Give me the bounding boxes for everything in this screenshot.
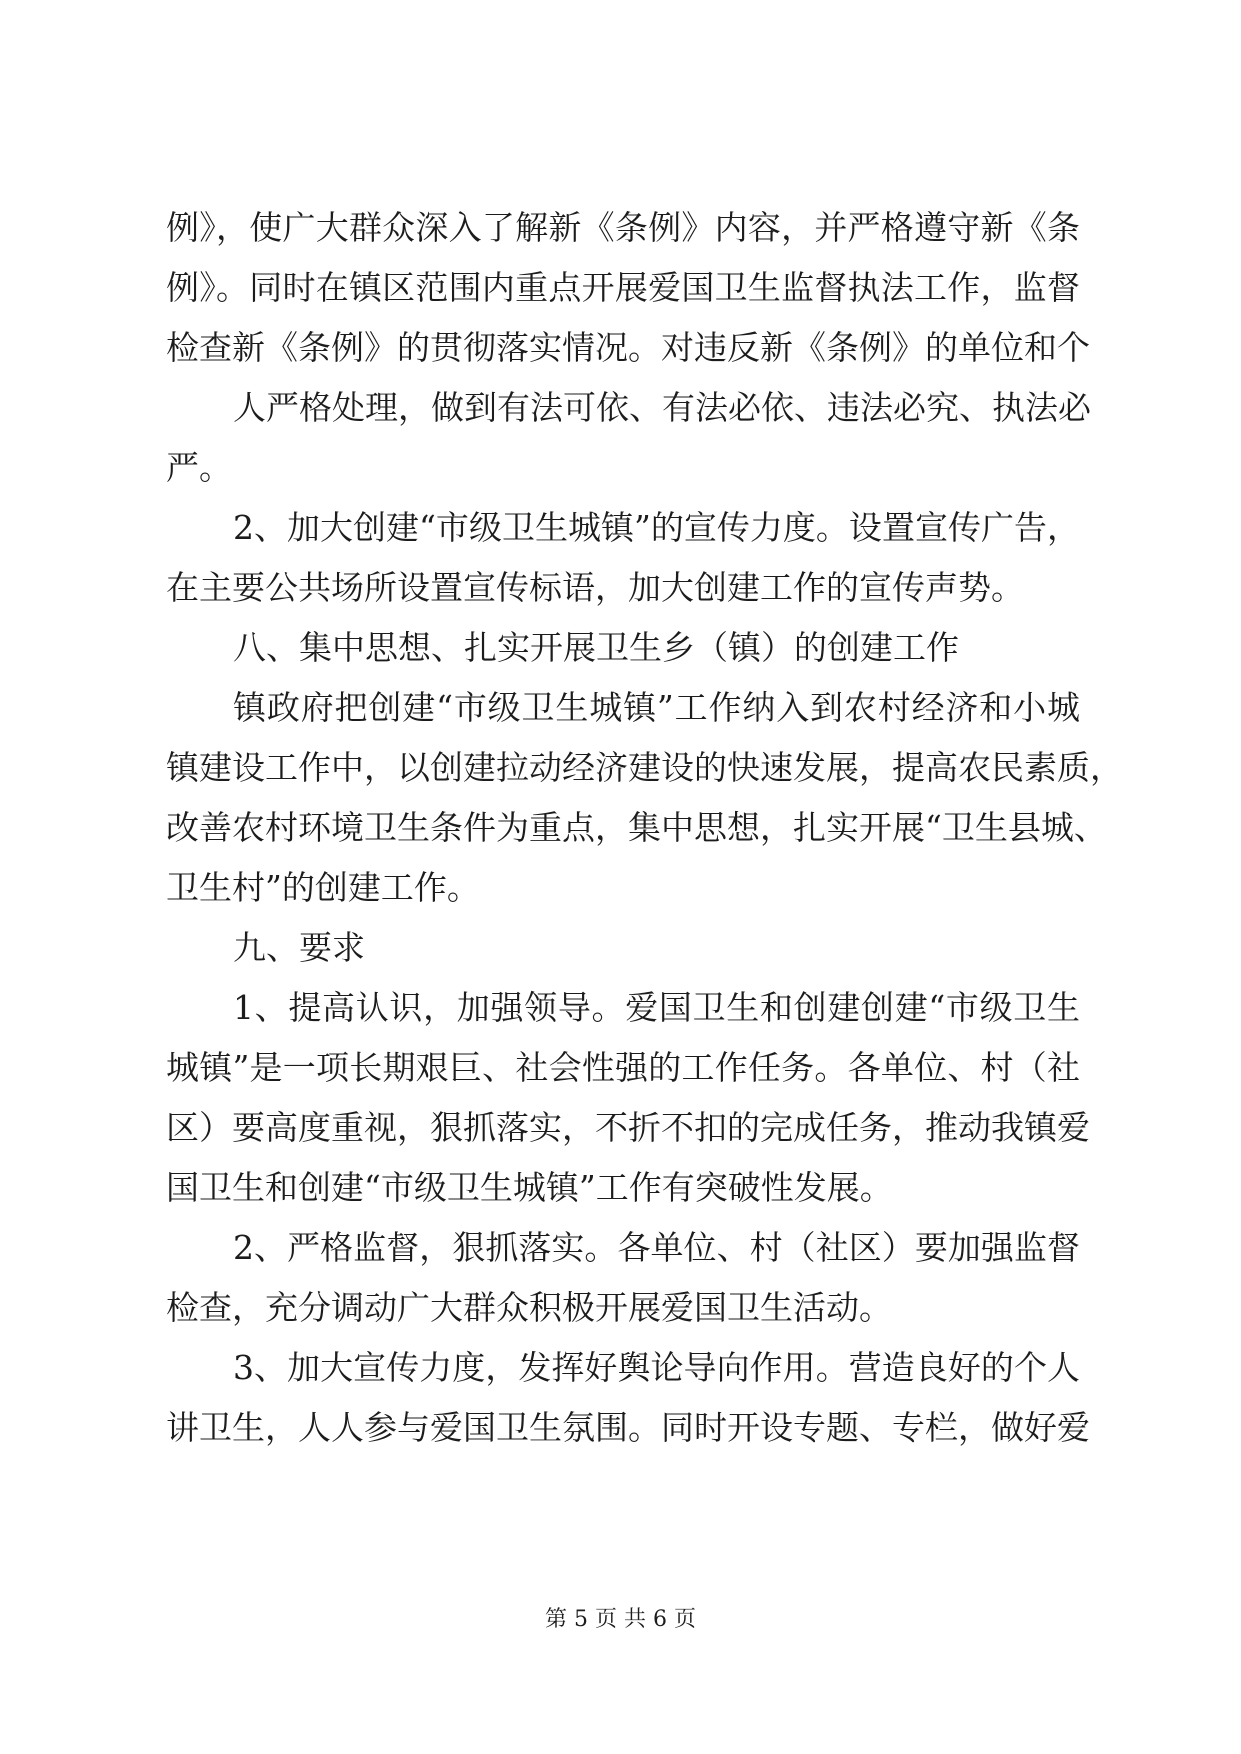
text-line: 区）要高度重视，狠抓落实，不折不扣的完成任务，推动我镇爱: [166, 1108, 1090, 1147]
page-number-footer: 第 5 页 共 6 页: [545, 1607, 696, 1632]
text-line: 例》，使广大群众深入了解新《条例》内容，并严格遵守新《条: [166, 208, 1080, 247]
text-line: 严。: [166, 448, 232, 487]
text-line: 讲卫生，人人参与爱国卫生氛围。同时开设专题、专栏，做好爱: [166, 1408, 1090, 1447]
section-heading: 九、要求: [233, 928, 365, 967]
text-line: 检查新《条例》的贯彻落实情况。对违反新《条例》的单位和个: [166, 328, 1090, 367]
text-line: 人严格处理，做到有法可依、有法必依、违法必究、执法必: [233, 388, 1091, 427]
text-line: 1、提高认识，加强领导。爱国卫生和创建创建“市级卫生: [233, 988, 1080, 1027]
text-line: 2、严格监督，狠抓落实。各单位、村（社区）要加强监督: [233, 1228, 1080, 1267]
section-heading: 八、集中思想、扎实开展卫生乡（镇）的创建工作: [233, 628, 959, 667]
text-line: 镇政府把创建“市级卫生城镇”工作纳入到农村经济和小城: [233, 688, 1080, 727]
text-line: 2、加大创建“市级卫生城镇”的宣传力度。设置宣传广告，: [233, 508, 1080, 547]
text-line: 在主要公共场所设置宣传标语，加大创建工作的宣传声势。: [166, 568, 1024, 607]
text-line: 镇建设工作中，以创建拉动经济建设的快速发展，提高农民素质，: [166, 748, 1123, 787]
text-line: 改善农村环境卫生条件为重点，集中思想，扎实开展“卫生县城、: [166, 808, 1107, 847]
text-line: 卫生村”的创建工作。: [166, 868, 480, 907]
text-line: 国卫生和创建“市级卫生城镇”工作有突破性发展。: [166, 1168, 893, 1207]
text-line: 城镇”是一项长期艰巨、社会性强的工作任务。各单位、村（社: [166, 1048, 1080, 1087]
text-line: 3、加大宣传力度，发挥好舆论导向作用。营造良好的个人: [233, 1348, 1080, 1387]
text-line: 检查，充分调动广大群众积极开展爱国卫生活动。: [166, 1288, 892, 1327]
text-line: 例》。同时在镇区范围内重点开展爱国卫生监督执法工作，监督: [166, 268, 1080, 307]
